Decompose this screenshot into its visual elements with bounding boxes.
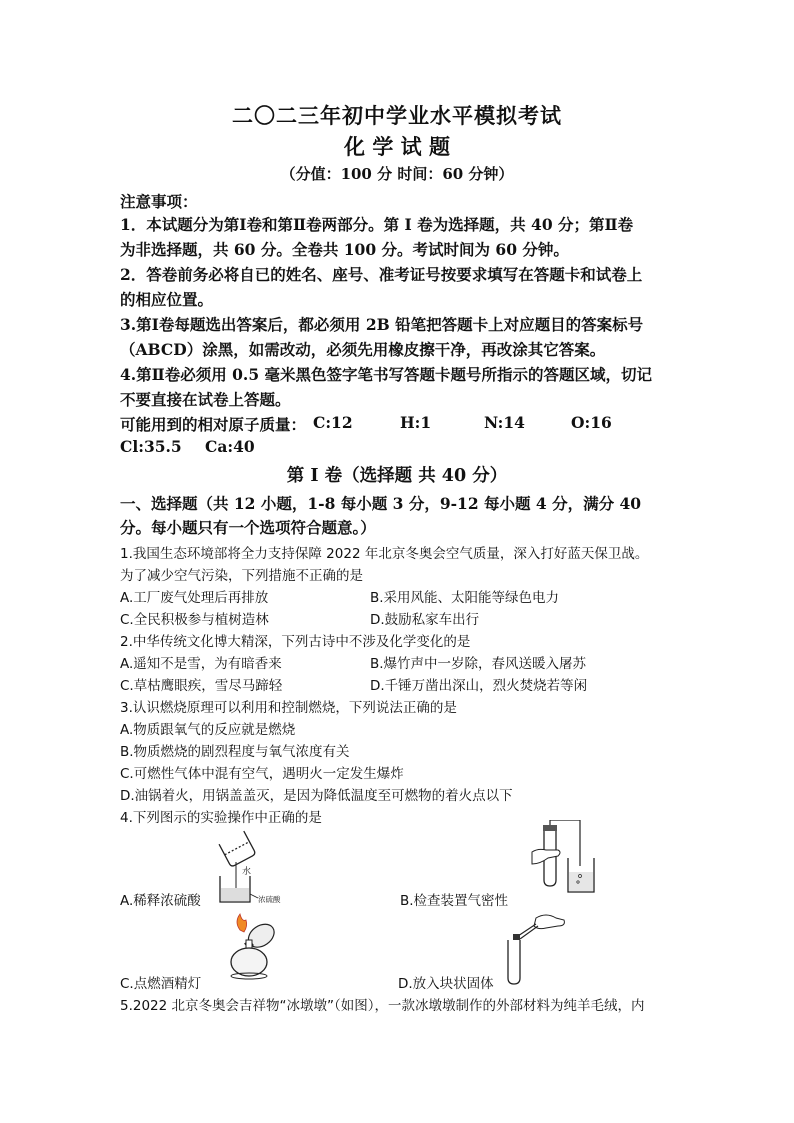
airtight-check-figure (518, 820, 598, 900)
exam-meta: （分值：100 分 时间：60 分钟） (280, 165, 514, 183)
question-2-option-a: A.遥知不是雪，为有暗香来 (120, 656, 282, 672)
atomic-mass-label: 可能用到的相对原子质量： (120, 415, 307, 434)
question-2-option-b: B.爆竹声中一岁除，春风送暖入屠苏 (370, 656, 587, 672)
question-2-option-c: C.草枯鹰眼疾，雪尽马蹄轻 (120, 678, 283, 694)
question-1-option-a: A.工厂废气处理后再排放 (120, 590, 269, 606)
atomic-mass-h: H:1 (400, 413, 432, 432)
notice-heading: 注意事项： (120, 192, 198, 211)
atomic-mass-n: N:14 (484, 413, 525, 432)
question-1-stem-cont: 为了减少空气污染，下列措施不正确的是 (120, 568, 363, 584)
notice-line: （ABCD）涂黑，如需改动，必须先用橡皮擦干净，再改涂其它答案。 (120, 340, 606, 359)
notice-line: 2．答卷前务必将自已的姓名、座号、准考证号按要求填写在答题卡和试卷上 (120, 265, 643, 284)
question-3-stem: 3.认识燃烧原理可以利用和控制燃烧，下列说法正确的是 (120, 700, 457, 716)
notice-line: 1．本试题分为第Ⅰ卷和第Ⅱ卷两部分。第 Ⅰ 卷为选择题，共 40 分；第Ⅱ卷 (120, 215, 634, 234)
notice-line: 的相应位置。 (120, 290, 214, 309)
notice-line: 4.第Ⅱ卷必须用 0.5 毫米黑色签字笔书写答题卡题号所指示的答题区域，切记 (120, 365, 653, 384)
atomic-mass-c: C:12 (313, 413, 353, 432)
question-4-option-b: B.检查装置气密性 (400, 893, 509, 909)
question-3-option-c: C.可燃性气体中混有空气，遇明火一定发生爆炸 (120, 766, 404, 782)
question-1-option-d: D.鼓励私家车出行 (370, 612, 480, 628)
subject-title: 化 学 试 题 (344, 134, 450, 159)
section-title: 第 Ⅰ 卷（选择题 共 40 分） (286, 466, 508, 486)
question-3-option-d: D.油锅着火，用锅盖盖灭，是因为降低温度至可燃物的着火点以下 (120, 788, 513, 804)
question-2-stem: 2.中华传统文化博大精深，下列古诗中不涉及化学变化的是 (120, 634, 471, 650)
question-4-option-d: D.放入块状固体 (398, 976, 494, 992)
notice-line: 为非选择题，共 60 分。全卷共 100 分。考试时间为 60 分钟。 (120, 240, 569, 259)
block-solid-figure (500, 910, 580, 990)
atomic-mass-o: O:16 (571, 413, 612, 432)
section-instructions: 一、选择题（共 12 小题，1-8 每小题 3 分，9-12 每小题 4 分，满分 40 (120, 494, 642, 513)
question-3-option-a: A.物质跟氧气的反应就是燃烧 (120, 722, 296, 738)
question-4-stem: 4.下列图示的实验操作中正确的是 (120, 810, 322, 826)
question-1-stem: 1.我国生态环境部将全力支持保障 2022 年北京冬奥会空气质量，深入打好蓝天保卫战。 (120, 546, 649, 562)
atomic-mass-cl: Cl:35.5 (120, 437, 182, 456)
notice-line: 不要直接在试卷上答题。 (120, 390, 291, 409)
alcohol-lamp-figure (218, 912, 298, 992)
section-instructions-cont: 分。每小题只有一个选项符合题意。） (120, 518, 376, 537)
question-4-option-c: C.点燃酒精灯 (120, 976, 202, 992)
question-1-option-c: C.全民积极参与植树造林 (120, 612, 269, 628)
dilute-acid-figure (206, 828, 286, 908)
question-4-option-a: A.稀释浓硫酸 (120, 893, 201, 909)
acid-label: 浓硫酸 (258, 895, 281, 904)
atomic-mass-ca: Ca:40 (205, 437, 255, 456)
exam-title: 二〇二三年初中学业水平模拟考试 (232, 103, 562, 128)
question-3-option-b: B.物质燃烧的剧烈程度与氧气浓度有关 (120, 744, 350, 760)
notice-line: 3.第Ⅰ卷每题选出答案后，都必须用 2B 铅笔把答题卡上对应题目的答案标号 (120, 315, 644, 334)
question-2-option-d: D.千锤万凿出深山，烈火焚烧若等闲 (370, 678, 588, 694)
question-1-option-b: B.采用风能、太阳能等绿色电力 (370, 590, 560, 606)
water-label: 水 (242, 867, 252, 877)
question-5-stem: 5.2022 北京冬奥会吉祥物“冰墩墩”（如图），一款冰墩墩制作的外部材料为纯羊毛绒，内 (120, 998, 645, 1014)
